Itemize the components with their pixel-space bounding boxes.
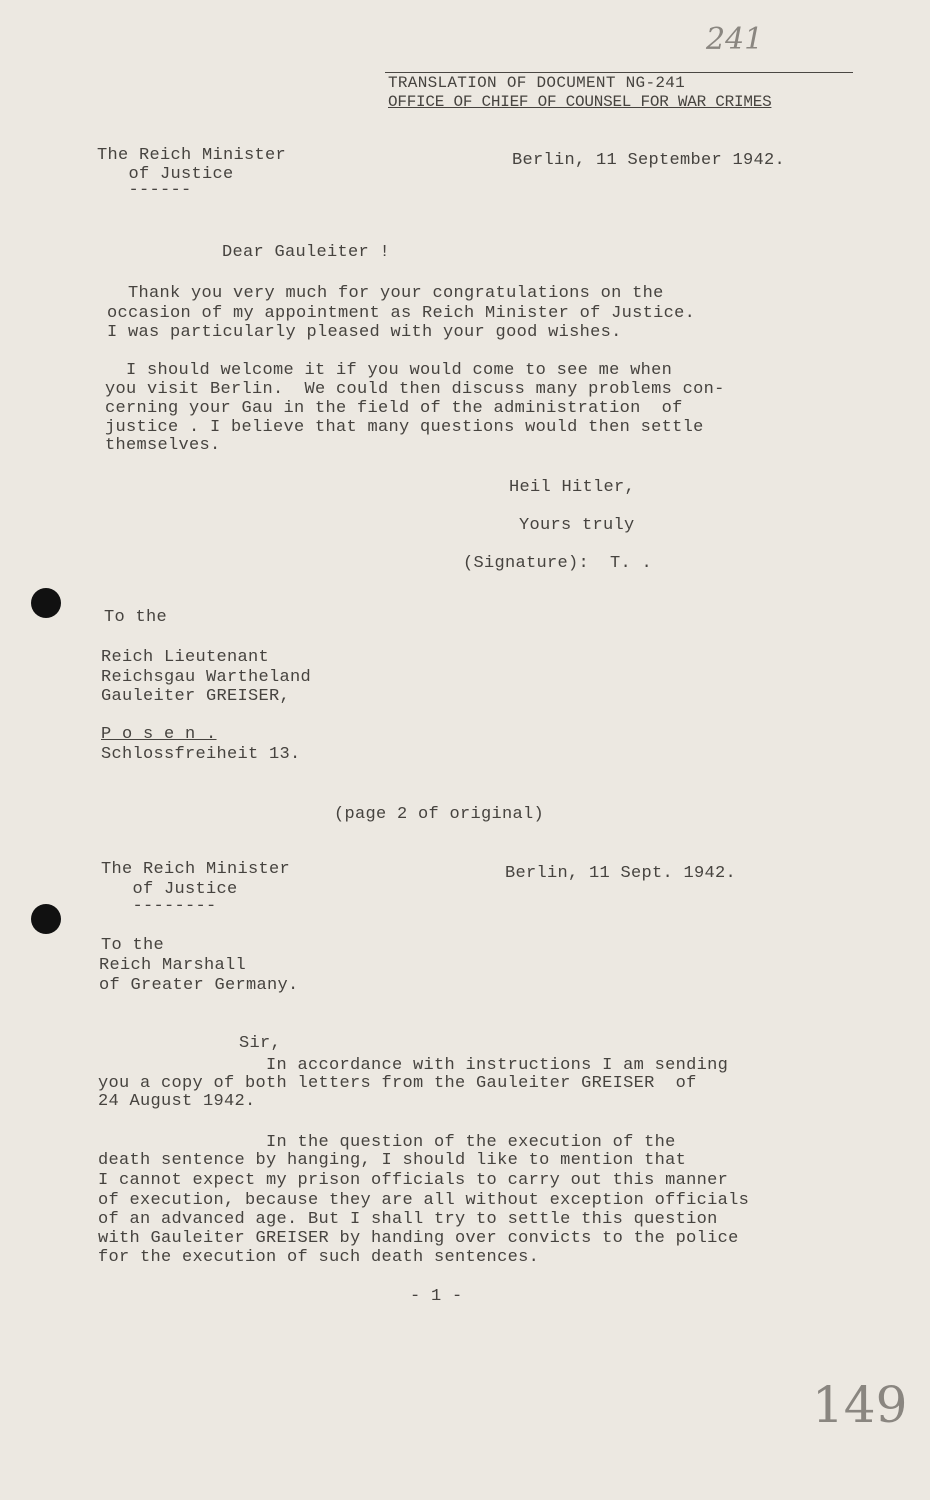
punch-hole [31,904,61,934]
handwritten-page-number: 149 [812,1376,908,1434]
address-line: Reichsgau Wartheland [101,668,312,687]
document-header-line1: TRANSLATION OF DOCUMENT NG-241 [388,74,686,92]
text-line: cerning your Gau in the field of the administration of [105,399,683,418]
sender-line: The Reich Minister [101,860,291,879]
address-line: To the [104,608,168,627]
text-line: justice . I believe that many questions would then settle [105,418,704,437]
text-line: of execution, because they are all without exception officials [98,1191,750,1210]
sender-line: The Reich Minister [97,146,287,165]
address-line: Gauleiter GREISER, [101,687,291,706]
text-line: you a copy of both letters from the Gauleiter GREISER of [98,1074,697,1093]
text-line: death sentence by hanging, I should like to mention that [98,1151,687,1170]
letter1-dateline: Berlin, 11 September 1942. [512,151,786,170]
text-line: occasion of my appointment as Reich Minister of Justice. [107,304,696,323]
address-line: P o s e n . [101,725,217,744]
sender-line: -------- [101,897,217,916]
punch-hole [31,588,61,618]
text-line: with Gauleiter GREISER by handing over convicts to the police [98,1229,739,1248]
letter1-closing: Heil Hitler, [509,478,636,497]
text-line: In the question of the execution of the [98,1133,676,1152]
letter2-salutation: Sir, [239,1034,282,1053]
text-line: I cannot expect my prison officials to carry out this manner [98,1171,729,1190]
header-rule [385,72,853,73]
text-line: of an advanced age. But I shall try to settle this question [98,1210,718,1229]
address-line: Schlossfreiheit 13. [101,745,301,764]
text-line: for the execution of such death sentences. [98,1248,540,1267]
address-line: Reich Lieutenant [101,648,270,667]
letter2-dateline: Berlin, 11 Sept. 1942. [505,864,737,883]
letter1-signature: (Signature): T. . [463,554,653,573]
letter1-closing: Yours truly [519,516,635,535]
page-number: - 1 - [410,1287,463,1306]
letter1-salutation: Dear Gauleiter ! [222,243,391,262]
text-line: you visit Berlin. We could then discuss many problems con- [105,380,725,399]
text-line: I should welcome it if you would come to see me when [105,361,673,380]
text-line: 24 August 1942. [98,1092,256,1111]
page-note: (page 2 of original) [334,805,545,824]
address-line: Reich Marshall [99,956,247,975]
address-line: of Greater Germany. [99,976,299,995]
text-line: themselves. [105,436,221,455]
sender-line: ------ [97,181,192,200]
handwritten-page-number: 241 [706,22,764,57]
sender-line: of Justice [97,165,234,184]
text-line: In accordance with instructions I am sending [98,1056,729,1075]
text-line: Thank you very much for your congratulations on the [107,284,664,303]
text-line: I was particularly pleased with your good wishes. [107,323,622,342]
sender-line: of Justice [101,880,238,899]
document-header-line2: OFFICE OF CHIEF OF COUNSEL FOR WAR CRIMES [388,93,772,111]
address-line: To the [101,936,165,955]
